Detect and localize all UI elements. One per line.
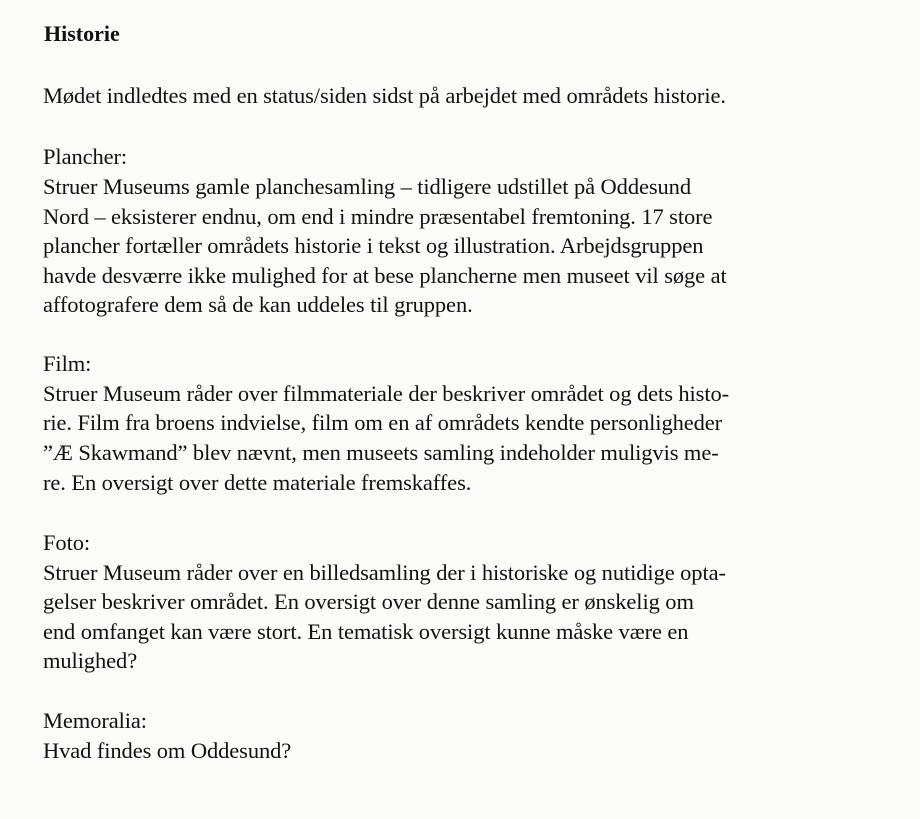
- plancher-label: Plancher:: [43, 144, 128, 169]
- film-line: rie. Film fra broens indvielse, film om en af områdets kendte personligheder: [43, 410, 723, 435]
- film-line: ”Æ Skawmand” blev nævnt, men museets samling indeholder muligvis me-: [43, 440, 719, 465]
- section-heading: Historie: [44, 21, 120, 46]
- plancher-line: havde desværre ikke mulighed for at bese plancherne men museet vil søge at: [43, 263, 727, 288]
- film-line: re. En oversigt over dette materiale fremskaffes.: [43, 470, 472, 495]
- plancher-line: plancher fortæller områdets historie i tekst og illustration. Arbejdsgruppen: [43, 233, 704, 258]
- plancher-line: affotografere dem så de kan uddeles til gruppen.: [43, 292, 473, 317]
- foto-label: Foto:: [43, 530, 91, 555]
- foto-line: gelser beskriver området. En oversigt over denne samling er ønskelig om: [43, 589, 694, 614]
- foto-line: Struer Museum råder over en billedsamling der i historiske og nutidige opta-: [43, 560, 726, 585]
- plancher-line: Struer Museums gamle planchesamling – tidligere udstillet på Oddesund: [43, 174, 691, 199]
- foto-line: mulighed?: [43, 648, 138, 673]
- film-line: Struer Museum råder over filmmateriale der beskriver området og dets histo-: [43, 381, 730, 406]
- plancher-line: Nord – eksisterer endnu, om end i mindre præsentabel fremtoning. 17 store: [43, 204, 713, 229]
- memoralia-line: Hvad findes om Oddesund?: [43, 738, 292, 763]
- memoralia-label: Memoralia:: [43, 708, 147, 733]
- intro-paragraph: Mødet indledtes med en status/siden sidst på arbejdet med områdets historie.: [43, 83, 726, 108]
- film-label: Film:: [43, 351, 92, 376]
- foto-line: end omfanget kan være stort. En tematisk oversigt kunne måske være en: [43, 619, 689, 644]
